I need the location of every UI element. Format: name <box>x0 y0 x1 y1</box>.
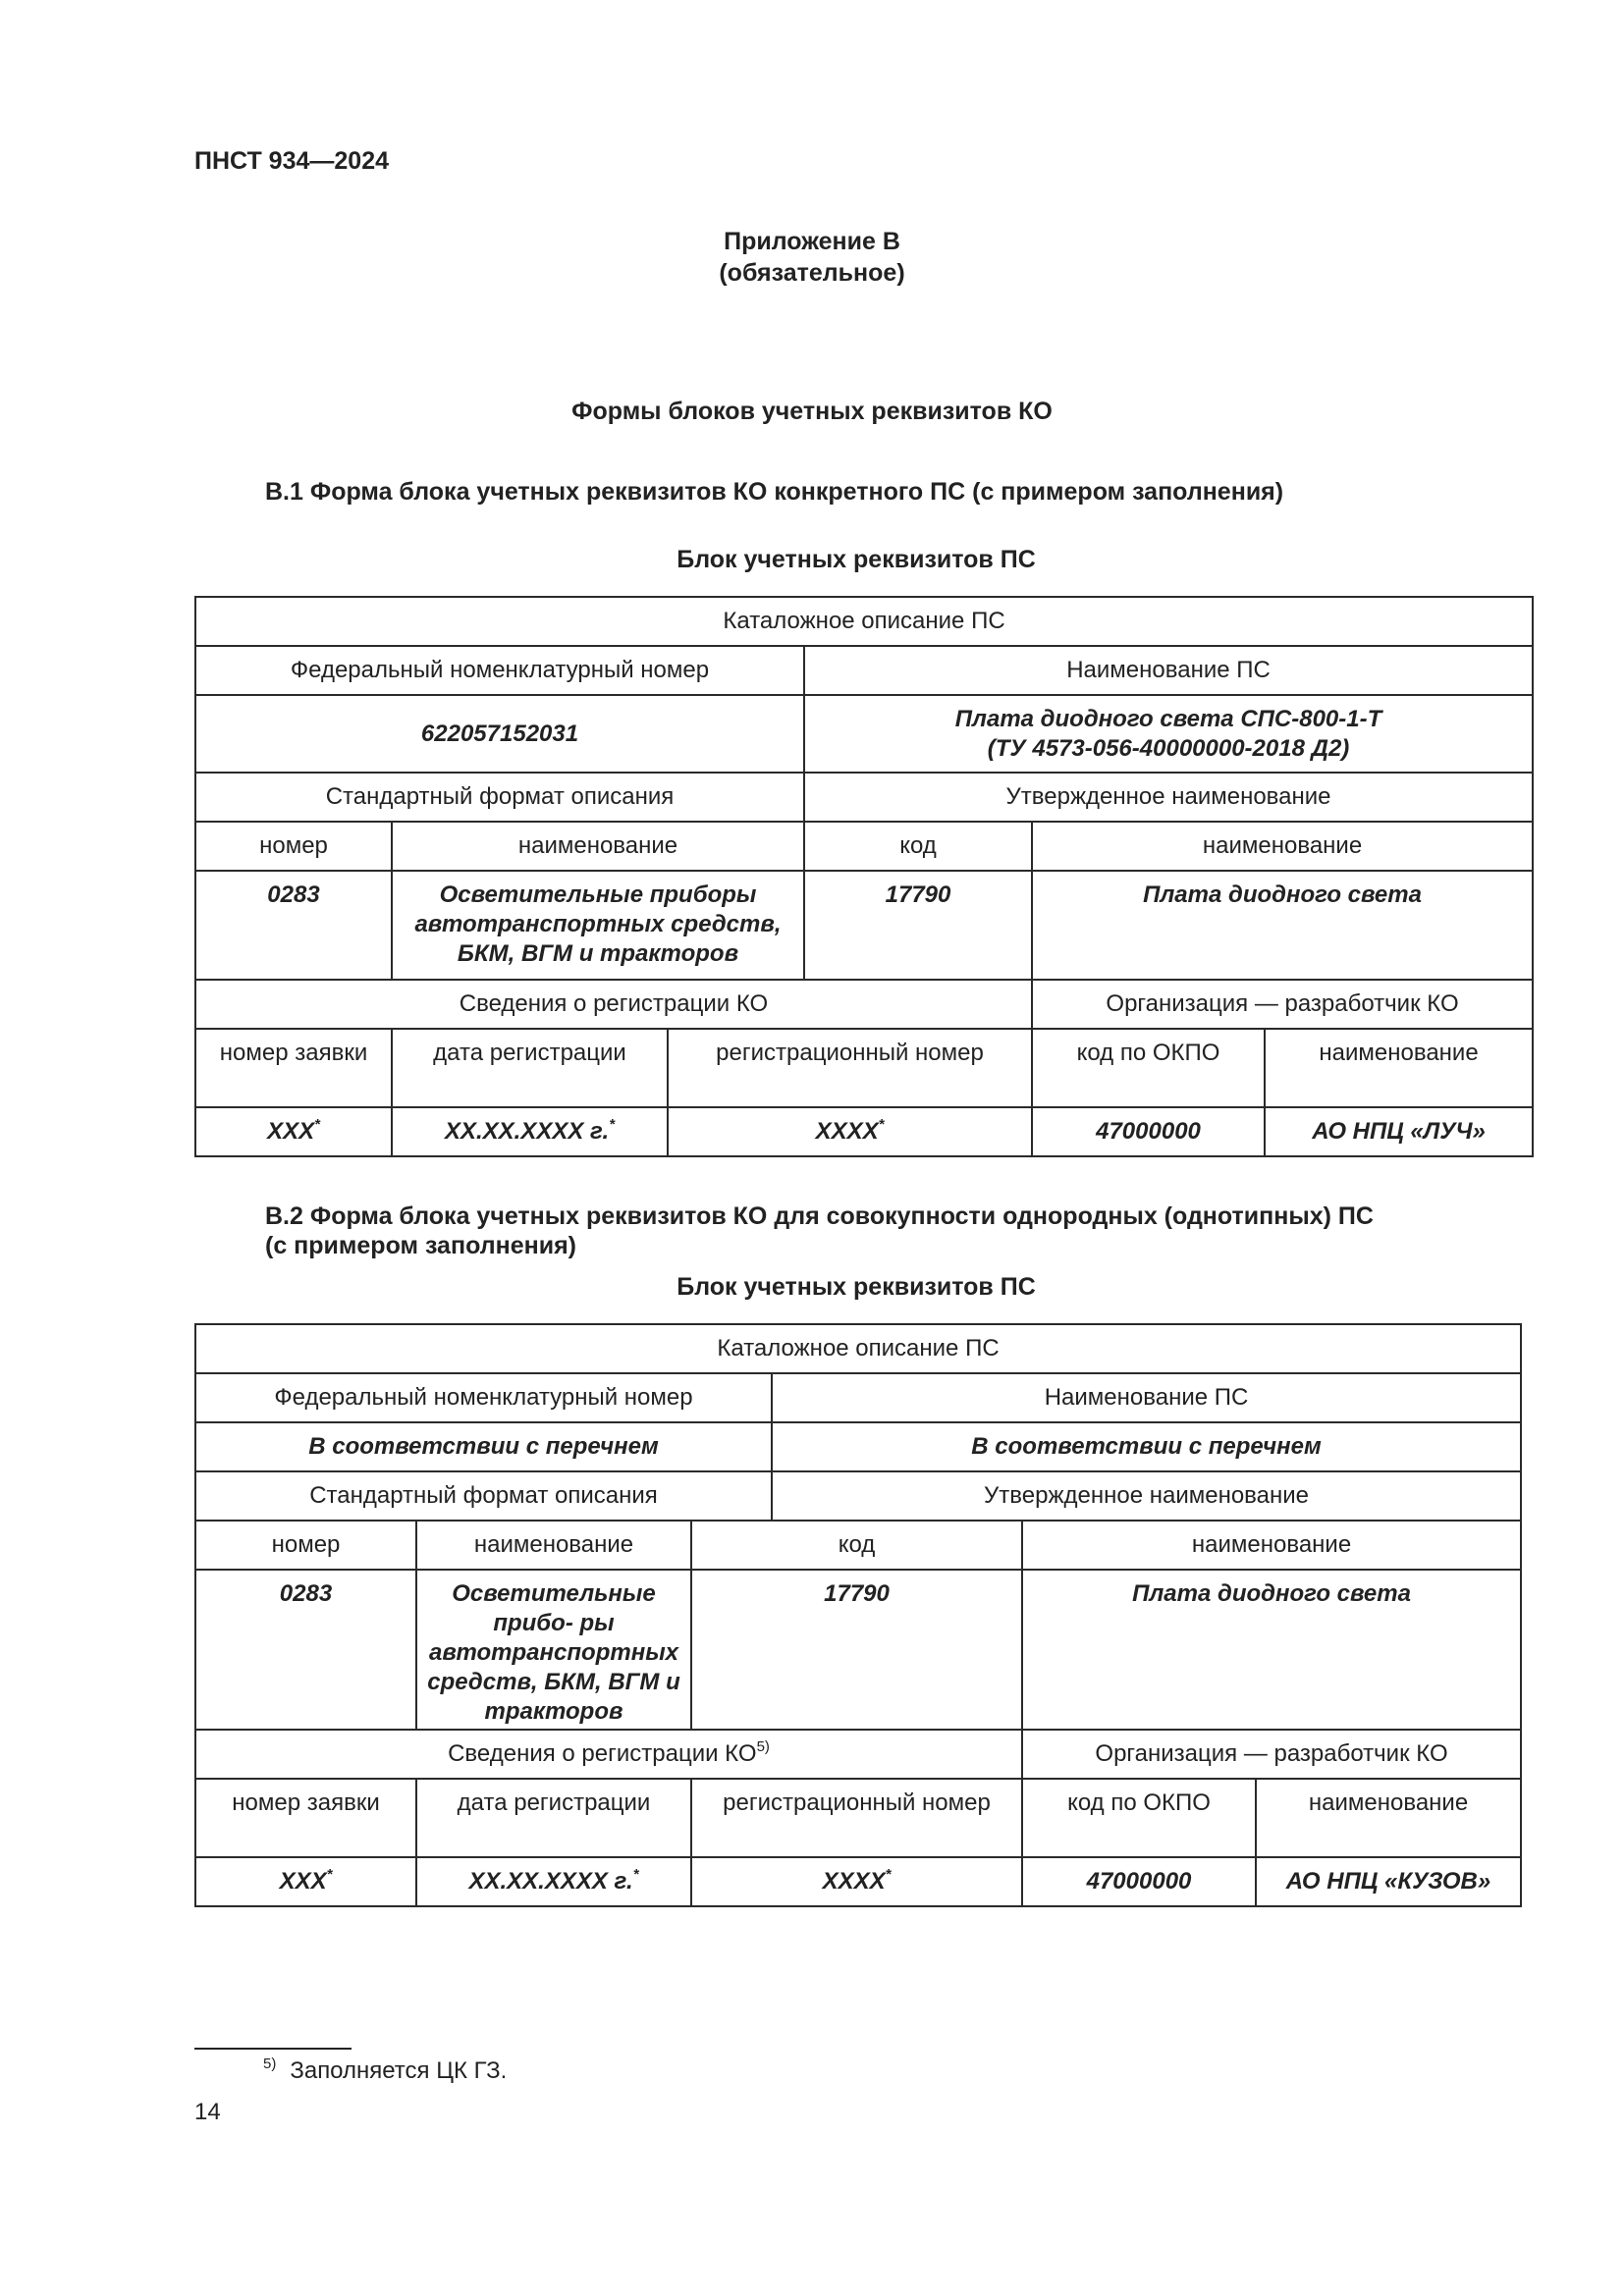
b1-approved-name-value: Плата диодного света <box>1032 871 1533 980</box>
b2-heading <box>265 1201 1374 1260</box>
b1-approved-name-label: Утвержденное наименование <box>804 773 1533 822</box>
b1-fed-number-label: Федеральный номенклатурный номер <box>195 646 804 695</box>
b2-reg-number-cell <box>691 1857 1022 1906</box>
b2-heading-line2: (с примером заполнения) <box>265 1232 576 1259</box>
b2-reg-date-star: * <box>632 1866 639 1883</box>
b2-org-name-label: наименование <box>1256 1779 1521 1857</box>
b1-reg-info-label: Сведения о регистрации КО <box>195 980 1032 1029</box>
b1-block-title: Блок учетных реквизитов ПС <box>677 546 1036 573</box>
b1-okpo-label: код по ОКПО <box>1032 1029 1265 1107</box>
b1-heading: В.1 Форма блока учетных реквизитов КО конкретного ПС (с примером заполнения) <box>265 478 1284 506</box>
b2-reg-info-footnote-ref: 5) <box>756 1738 770 1755</box>
b2-code-value: 17790 <box>691 1570 1022 1730</box>
b2-org-name-value: АО НПЦ «КУЗОВ» <box>1256 1857 1521 1906</box>
b2-okpo-value: 47000000 <box>1022 1857 1256 1906</box>
b1-org-name-value: АО НПЦ «ЛУЧ» <box>1265 1107 1533 1156</box>
b1-app-number-label: номер заявки <box>195 1029 392 1107</box>
b1-code-value: 17790 <box>804 871 1032 980</box>
footnote-text: Заполняется ЦК ГЗ. <box>290 2057 508 2084</box>
b2-heading-line1: В.2 Форма блока учетных реквизитов КО для совокупности однородных (однотипных) ПС <box>265 1202 1374 1230</box>
b2-ps-name-value: В соответствии с перечнем <box>772 1422 1521 1471</box>
appendix-status: (обязательное) <box>719 259 905 287</box>
document-code: ПНСТ 934—2024 <box>194 147 389 175</box>
page-number: 14 <box>194 2099 221 2125</box>
b1-org-name-label: наименование <box>1265 1029 1533 1107</box>
b2-ps-name-label: Наименование ПС <box>772 1373 1521 1422</box>
b2-app-number-value: ХХХ <box>279 1868 327 1895</box>
footnote-marker: 5) <box>263 2056 277 2072</box>
b1-reg-number-star: * <box>878 1116 885 1133</box>
b1-col-number: номер <box>195 822 392 871</box>
b1-fed-number-value: 622057152031 <box>195 695 804 773</box>
b2-std-format-label: Стандартный формат описания <box>195 1471 772 1521</box>
b1-name-value: Осветительные приборы автотранспортных средств, БКМ, ВГМ и тракторов <box>392 871 804 980</box>
b2-reg-number-star: * <box>885 1866 892 1883</box>
b2-reg-date-label: дата регистрации <box>416 1779 691 1857</box>
appendix-title: Приложение В <box>724 228 900 255</box>
b1-ps-name-line1: Плата диодного света СПС-800-1-Т <box>954 705 1382 732</box>
b1-table <box>194 596 1534 1157</box>
section-title: Формы блоков учетных реквизитов КО <box>571 398 1053 425</box>
b1-org-label: Организация — разработчик КО <box>1032 980 1533 1029</box>
b2-reg-number-label: регистрационный номер <box>691 1779 1022 1857</box>
b1-reg-date-cell <box>392 1107 668 1156</box>
b2-block-title: Блок учетных реквизитов ПС <box>677 1273 1036 1301</box>
b1-reg-number-value: ХХХХ <box>815 1118 879 1145</box>
b1-number-value: 0283 <box>195 871 392 980</box>
b2-catalog-header: Каталожное описание ПС <box>195 1324 1521 1373</box>
footnote <box>263 2057 507 2085</box>
b2-table <box>194 1323 1522 1907</box>
b2-col-name: наименование <box>416 1521 691 1570</box>
b1-reg-number-cell <box>668 1107 1032 1156</box>
b2-col-name2: наименование <box>1022 1521 1521 1570</box>
b2-okpo-label: код по ОКПО <box>1022 1779 1256 1857</box>
b1-reg-date-label: дата регистрации <box>392 1029 668 1107</box>
b1-okpo-value: 47000000 <box>1032 1107 1265 1156</box>
b2-app-number-star: * <box>326 1866 333 1883</box>
b2-fed-number-value: В соответствии с перечнем <box>195 1422 772 1471</box>
b2-reg-info-label: Сведения о регистрации КО <box>448 1740 757 1767</box>
b1-catalog-header: Каталожное описание ПС <box>195 597 1533 646</box>
b2-org-label: Организация — разработчик КО <box>1022 1730 1521 1779</box>
b1-app-number-cell <box>195 1107 392 1156</box>
b2-fed-number-label: Федеральный номенклатурный номер <box>195 1373 772 1422</box>
b2-app-number-cell <box>195 1857 416 1906</box>
b1-std-format-label: Стандартный формат описания <box>195 773 804 822</box>
appendix-heading <box>0 226 1624 289</box>
b2-approved-name-label: Утвержденное наименование <box>772 1471 1521 1521</box>
b2-number-value: 0283 <box>195 1570 416 1730</box>
b1-col-name: наименование <box>392 822 804 871</box>
b1-ps-name-label: Наименование ПС <box>804 646 1533 695</box>
footnote-rule <box>194 2048 352 2050</box>
b2-reg-date-value: ХХ.ХХ.ХХХХ г. <box>468 1868 633 1895</box>
b2-app-number-label: номер заявки <box>195 1779 416 1857</box>
b2-col-code: код <box>691 1521 1022 1570</box>
b1-ps-name-line2: (ТУ 4573-056-40000000-2018 Д2) <box>987 734 1350 762</box>
b1-reg-number-label: регистрационный номер <box>668 1029 1032 1107</box>
b2-approved-name-value: Плата диодного света <box>1022 1570 1521 1730</box>
b1-col-code: код <box>804 822 1032 871</box>
b2-col-number: номер <box>195 1521 416 1570</box>
b1-app-number-value: ХХХ <box>267 1118 315 1145</box>
b1-reg-date-star: * <box>609 1116 616 1133</box>
b1-ps-name-value <box>804 695 1533 773</box>
b2-reg-number-value: ХХХХ <box>822 1868 886 1895</box>
b1-reg-date-value: ХХ.ХХ.ХХХХ г. <box>444 1118 610 1145</box>
b1-app-number-star: * <box>314 1116 320 1133</box>
b2-reg-info-cell <box>195 1730 1022 1779</box>
b2-name-value: Осветительные прибо- ры автотранспортных средств, БКМ, ВГМ и тракторов <box>416 1570 691 1730</box>
b2-reg-date-cell <box>416 1857 691 1906</box>
b1-col-name2: наименование <box>1032 822 1533 871</box>
